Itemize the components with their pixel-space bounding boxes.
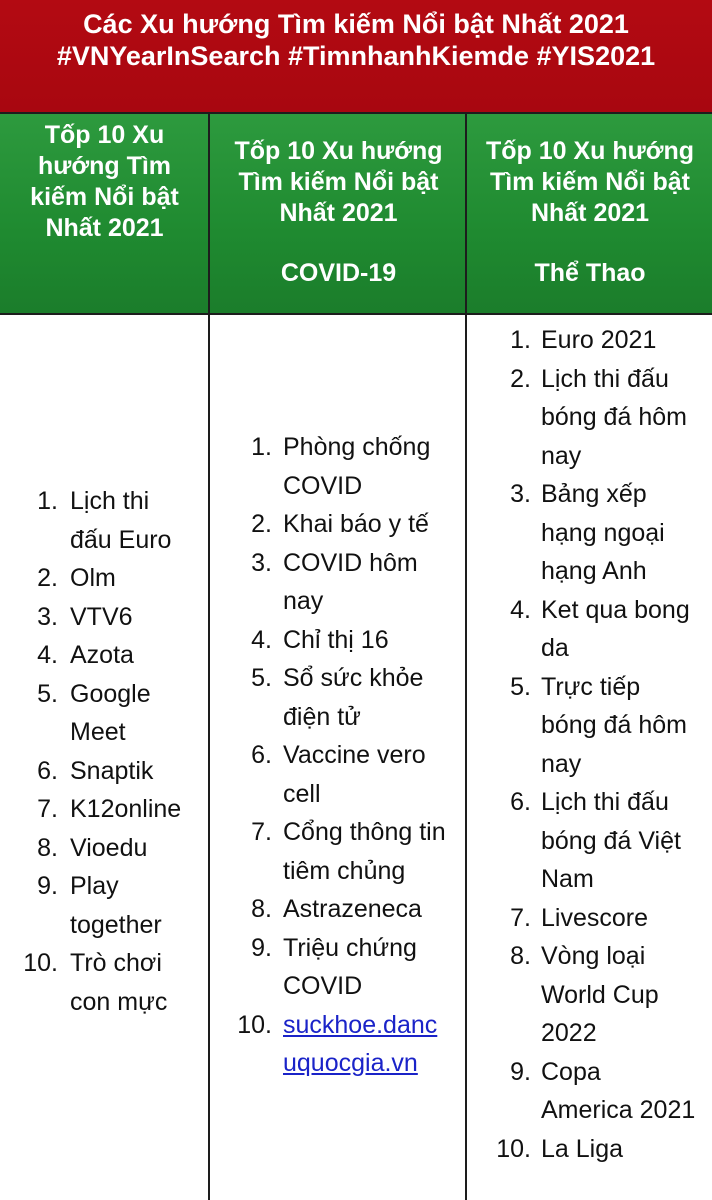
item-number: 4.: [251, 625, 272, 654]
item-text: Chỉ thị 16: [283, 625, 389, 654]
item-text: Bảng xếp: [541, 480, 647, 508]
list-item: [37, 790, 206, 829]
header-row: [0, 112, 712, 315]
item-text: hạng Anh: [541, 557, 647, 585]
list-sports: [496, 321, 711, 1168]
item-text: Vaccine vero: [283, 741, 426, 769]
header-sports-line-1: Tốp 10 Xu hướng: [485, 137, 695, 165]
item-number: 7.: [37, 795, 58, 823]
list-item: [510, 475, 711, 591]
item-number: 5.: [251, 664, 272, 692]
item-number: 9.: [510, 1057, 531, 1086]
item-number: 3.: [37, 602, 58, 631]
item-text: bóng đá hôm: [541, 711, 687, 739]
item-text: cell: [283, 779, 321, 808]
item-text: Khai báo y tế: [283, 510, 429, 538]
list-item: [510, 937, 711, 1053]
item-text: Astrazeneca: [283, 895, 422, 923]
item-text: Vioedu: [70, 833, 148, 862]
item-number: 4.: [37, 641, 58, 669]
list-item: [251, 929, 463, 1006]
title-line-1: Các Xu hướng Tìm kiếm Nổi bật Nhất 2021: [83, 9, 629, 39]
item-text: VTV6: [70, 602, 133, 631]
title-banner: [0, 0, 712, 112]
item-number: 1.: [37, 487, 58, 515]
item-text: bóng đá hôm: [541, 403, 687, 431]
header-covid-line-1: Tốp 10 Xu hướng: [234, 137, 443, 165]
header-sports-line-3: Nhất 2021: [530, 199, 650, 227]
item-text: Lịch thi đấu: [541, 788, 669, 816]
item-text: Phòng chống: [283, 433, 431, 461]
list-item: [510, 899, 711, 938]
item-text: 2022: [541, 1019, 597, 1047]
title-line-2: #VNYearInSearch #TimnhanhKiemde #YIS2021: [56, 41, 656, 71]
item-text: nay: [541, 441, 582, 470]
item-text: Triệu chứng: [283, 933, 417, 962]
list-item: [510, 360, 711, 476]
list-item: [23, 944, 206, 1021]
list-item: [510, 1053, 711, 1130]
website-link[interactable]: uquocgia.vn: [283, 1049, 418, 1077]
header-covid-line-3: Nhất 2021: [279, 199, 398, 227]
column-divider-1: [208, 112, 210, 1200]
header-cell-sports: [468, 114, 712, 289]
item-text: Livescore: [541, 903, 648, 932]
list-item: [510, 783, 711, 899]
list-item: [251, 544, 463, 621]
header-overall-line-2: hướng Tìm: [37, 152, 172, 180]
item-number: 10.: [237, 1010, 272, 1039]
header-overall-line-3: kiếm Nổi bật: [30, 183, 179, 211]
list-item: [37, 482, 206, 559]
item-number: 3.: [510, 480, 531, 508]
item-number: 10.: [23, 949, 58, 977]
item-text: Cổng thông tin: [283, 818, 446, 846]
column-divider-2: [465, 112, 467, 1200]
item-number: 7.: [510, 903, 531, 932]
list-item: [37, 675, 206, 752]
item-text: Euro 2021: [541, 326, 657, 354]
item-text: Olm: [70, 564, 116, 592]
header-sports-subheader: Thể Thao: [534, 259, 646, 287]
list-item: [510, 321, 711, 360]
item-text: Vòng loại: [541, 942, 646, 970]
header-cell-overall: [0, 114, 209, 244]
item-number: 2.: [251, 510, 272, 538]
item-text: World Cup: [541, 980, 659, 1009]
list-item[interactable]: [237, 1006, 463, 1083]
item-number: 5.: [37, 679, 58, 708]
item-text: America 2021: [541, 1096, 696, 1124]
item-number: 2.: [37, 564, 58, 592]
item-number: 8.: [510, 942, 531, 970]
list-item: [251, 890, 463, 929]
item-text: Lịch thi: [70, 487, 150, 515]
item-text: COVID: [283, 471, 363, 500]
list-item: [251, 428, 463, 505]
item-text: K12online: [70, 795, 182, 823]
item-text: Snaptik: [70, 756, 154, 785]
item-text: Nam: [541, 865, 594, 893]
list-item: [37, 752, 206, 791]
item-text: đấu Euro: [70, 525, 172, 554]
header-overall-line-4: Nhất 2021: [45, 214, 164, 242]
list-item: [251, 659, 463, 736]
item-text: tiêm chủng: [283, 856, 406, 885]
list-item: [37, 598, 206, 637]
item-number: 6.: [510, 788, 531, 816]
item-text: bóng đá Việt: [541, 826, 681, 855]
item-number: 1.: [510, 326, 531, 354]
item-text: Lịch thi đấu: [541, 364, 669, 393]
list-covid: [237, 428, 463, 1083]
item-text: COVID hôm: [283, 548, 418, 577]
list-item: [251, 621, 463, 660]
item-text: con mực: [70, 987, 168, 1016]
list-item: [37, 559, 206, 598]
list-item: [37, 636, 206, 675]
item-text: Trực tiếp: [541, 672, 641, 701]
item-number: 3.: [251, 548, 272, 577]
item-number: 7.: [251, 818, 272, 846]
list-item: [251, 813, 463, 890]
list-overall: [23, 482, 206, 1021]
item-text: Trò chơi: [70, 949, 162, 977]
item-text: COVID: [283, 972, 363, 1000]
item-text: La Liga: [541, 1134, 624, 1163]
item-number: 5.: [510, 672, 531, 701]
header-overall-line-1: Tốp 10 Xu: [44, 121, 165, 149]
list-item: [510, 668, 711, 784]
header-covid-subheader: COVID-19: [280, 259, 397, 287]
item-text: điện tử: [283, 702, 361, 731]
header-cell-covid: [211, 114, 466, 289]
item-number: 9.: [37, 872, 58, 900]
item-number: 8.: [251, 895, 272, 923]
item-text: nay: [283, 587, 324, 615]
item-number: 2.: [510, 364, 531, 393]
item-text: da: [541, 634, 569, 662]
list-item: [251, 505, 463, 544]
list-item: [510, 591, 711, 668]
item-text: Copa: [541, 1057, 601, 1086]
item-number: 8.: [37, 833, 58, 862]
item-number: 1.: [251, 433, 272, 461]
item-text: nay: [541, 749, 582, 778]
list-item: [496, 1130, 711, 1169]
item-text: Ket qua bong: [541, 595, 690, 624]
item-text: Azota: [70, 641, 134, 669]
item-text: hạng ngoại: [541, 518, 665, 547]
list-item: [251, 736, 463, 813]
item-text: together: [70, 910, 162, 939]
item-text: Meet: [70, 718, 126, 746]
website-link[interactable]: suckhoe.danc: [283, 1010, 438, 1039]
item-text: Google: [70, 679, 151, 708]
item-text: Play: [70, 872, 119, 900]
item-number: 9.: [251, 933, 272, 962]
item-number: 6.: [251, 741, 272, 769]
header-sports-line-2: Tìm kiếm Nổi bật: [489, 168, 691, 196]
item-number: 4.: [510, 595, 531, 624]
item-number: 6.: [37, 756, 58, 785]
item-text: Sổ sức khỏe: [283, 664, 424, 692]
list-item: [37, 829, 206, 868]
list-item: [37, 867, 206, 944]
item-number: 10.: [496, 1134, 531, 1163]
header-covid-line-2: Tìm kiếm Nổi bật: [238, 168, 439, 196]
